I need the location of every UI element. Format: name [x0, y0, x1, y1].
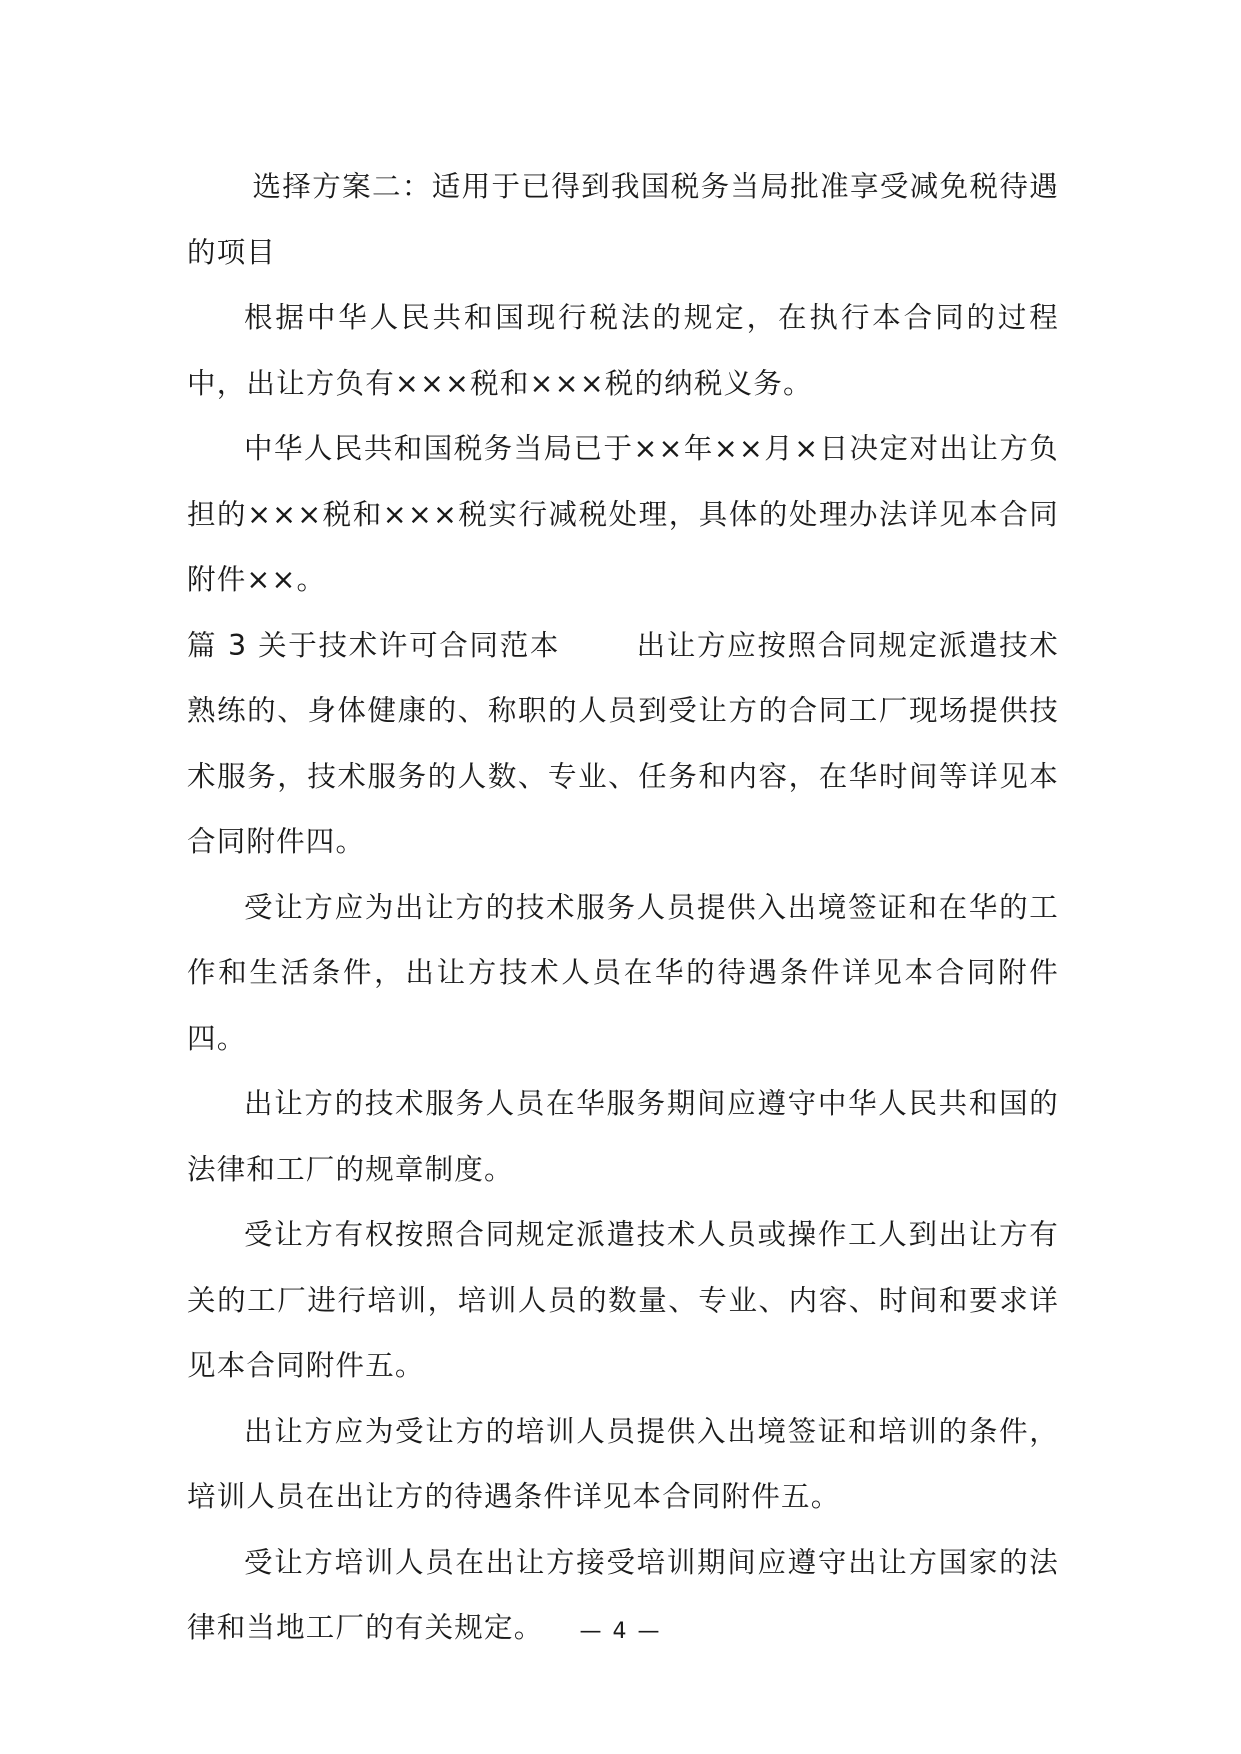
document-body — [187, 154, 1059, 1661]
paragraph-visa-conditions: 受让方应为出让方的技术服务人员提供入出境签证和在华的工作和生活条件，出让方技术人员在华的待遇条件详见本合同附件四。 — [187, 890, 1059, 1055]
paragraph-training-visa: 出让方应为受让方的培训人员提供入出境签证和培训的条件，培训人员在出让方的待遇条件详见本合同附件五。 — [187, 1414, 1059, 1513]
section-heading: 篇 3 关于技术许可合同范本 — [187, 628, 561, 662]
paragraph-option-two: 选择方案二：适用于已得到我国税务当局批准享受减免税待遇的项目 — [187, 170, 1059, 269]
section-block — [187, 613, 1059, 875]
paragraph-training-rights: 受让方有权按照合同规定派遣技术人员或操作工人到出让方有关的工厂进行培训，培训人员的数量、专业、内容、时间和要求详见本合同附件五。 — [187, 1218, 1059, 1382]
paragraph-comply-laws: 出让方的技术服务人员在华服务期间应遵守中华人民共和国的法律和工厂的规章制度。 — [187, 1087, 1059, 1186]
paragraph-tax-law: 根据中华人民共和国现行税法的规定，在执行本合同的过程中，出让方负有×××税和×××税的纳税义务。 — [187, 301, 1059, 400]
paragraph-tax-reduction: 中华人民共和国税务当局已于××年××月×日决定对出让方负担的×××税和×××税实行减税处理，具体的处理办法详见本合同附件××。 — [187, 432, 1059, 596]
paragraph-trainee-comply: 受让方培训人员在出让方接受培训期间应遵守出让方国家的法律和当地工厂的有关规定。 — [187, 1545, 1059, 1644]
paragraph-technical-service: 出让方应按照合同规定派遣技术熟练的、身体健康的、称职的人员到受让方的合同工厂现场提供技术服务，技术服务的人数、专业、任务和内容，在华时间等详见本合同附件四。 — [187, 628, 1059, 858]
page-number: — 4 — — [579, 1619, 662, 1644]
